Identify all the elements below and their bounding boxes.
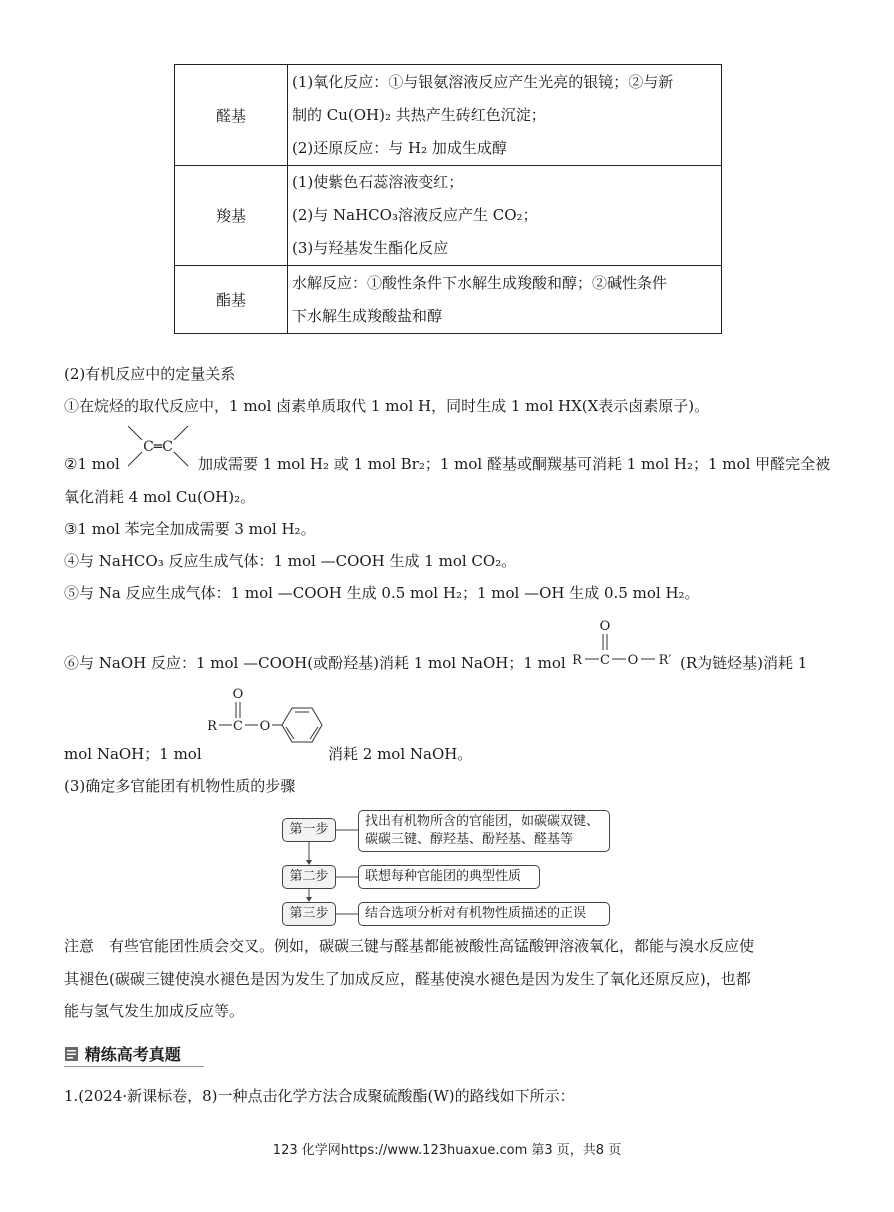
text-line: 消耗 2 mol NaOH。 — [328, 745, 473, 763]
property-line: 水解反应：①酸性条件下水解生成羧酸和醇；②碱性条件 — [292, 273, 668, 292]
flow-connectors — [300, 842, 370, 917]
phenyl-ester-structure — [200, 684, 324, 764]
question-line: 1.(2024·新课标卷，8)一种点击化学方法合成聚硫酸酯(W)的路线如下所示： — [64, 1087, 575, 1105]
r-label: R — [572, 653, 582, 668]
property-line: (3)与羟基发生酯化反应 — [292, 239, 449, 257]
group-name: 酯基 — [175, 266, 288, 334]
note-line: 其褪色(碳碳三键使溴水褪色是因为发生了加成反应，醛基使溴水褪色是因为发生了氧化还原反应)，也都 — [64, 970, 751, 988]
property-line: (1)氧化反应：①与银氨溶液反应产生光亮的银镜；②与新 — [292, 72, 674, 91]
carbon-label: C — [600, 653, 610, 668]
step-text: 碳碳三键、醇羟基、酚羟基、醛基等 — [365, 832, 574, 847]
text-line: ①在烷烃的取代反应中，1 mol 卤素单质取代 1 mol H，同时生成 1 mol HX(X表示卤素原子)。 — [64, 397, 710, 415]
section-title-block — [64, 1042, 181, 1065]
page-footer: 123 化学网https://www.123huaxue.com 第3 页，共8 页 — [272, 1143, 622, 1158]
property-line: (2)与 NaHCO₃溶液反应产生 CO₂； — [292, 206, 538, 224]
text-line: ③1 mol 苯完全加成需要 3 mol H₂。 — [64, 520, 316, 538]
text-line: 氧化消耗 4 mol Cu(OH)₂。 — [64, 488, 256, 506]
document-icon — [64, 1046, 80, 1062]
group-properties — [288, 65, 722, 166]
alkene-structure — [122, 424, 194, 468]
text-line: 加成需要 1 mol H₂ 或 1 mol Br₂；1 mol 醛基或酮羰基可消耗 1 mol H₂；1 mol 甲醛完全被 — [198, 455, 831, 473]
r-prime-label: R′ — [658, 653, 672, 668]
text-line: (R为链烃基)消耗 1 — [680, 654, 808, 672]
alkene-label: C═C — [143, 439, 173, 455]
step-2-label: 第二步 — [282, 865, 336, 889]
section-title: 精练高考真题 — [84, 1045, 181, 1064]
text-line: ④与 NaHCO₃ 反应生成气体：1 mol —COOH 生成 1 mol CO₂。 — [64, 552, 517, 570]
group-properties — [288, 166, 722, 266]
table-row — [175, 166, 722, 266]
oxygen-label: O — [259, 719, 271, 734]
property-line: 制的 Cu(OH)₂ 共热产生砖红色沉淀； — [292, 105, 546, 124]
property-line: 下水解生成羧酸盐和醇 — [292, 306, 443, 325]
text-line: ⑤与 Na 反应生成气体：1 mol —COOH 生成 0.5 mol H₂；1 mol —OH 生成 0.5 mol H₂。 — [64, 584, 700, 602]
section-heading: (3)确定多官能团有机物性质的步骤 — [64, 777, 296, 795]
step-3-label: 第三步 — [282, 902, 336, 926]
r-label: R — [207, 719, 217, 734]
step-text: 找出有机物所含的官能团，如碳碳双键、 — [365, 814, 600, 829]
oxygen-label: O — [599, 619, 611, 634]
note-line: 注意 有些官能团性质会交叉。例如，碳碳三键与醛基都能被酸性高锰酸钾溶液氧化，都能与溴水反应使 — [64, 937, 755, 955]
text-line — [64, 454, 120, 474]
functional-group-table — [174, 64, 722, 334]
section-divider — [64, 1066, 204, 1067]
step-1-label: 第一步 — [282, 818, 336, 842]
step-1-description — [358, 810, 610, 852]
property-line: (2)还原反应：与 H₂ 加成生成醇 — [292, 138, 507, 157]
text-line: mol NaOH；1 mol — [64, 745, 202, 763]
text-span: ②1 mol — [64, 455, 120, 473]
benzene-ring — [282, 708, 322, 742]
oxygen-label: O — [627, 653, 639, 668]
group-name: 醛基 — [175, 65, 288, 166]
group-properties — [288, 266, 722, 334]
step-3-description — [358, 902, 610, 926]
table-row — [175, 65, 722, 166]
oxygen-label: O — [232, 687, 244, 702]
step-2-description — [358, 865, 540, 889]
step-text: 联想每种官能团的典型性质 — [365, 869, 522, 884]
carbon-label: C — [233, 719, 243, 734]
section-heading: (2)有机反应中的定量关系 — [64, 365, 236, 383]
text-line: ⑥与 NaOH 反应：1 mol —COOH(或酚羟基)消耗 1 mol NaOH；1 mol — [64, 654, 566, 672]
step-text: 结合选项分析对有机物性质描述的正误 — [365, 906, 587, 921]
group-name: 羧基 — [175, 166, 288, 266]
property-line: (1)使紫色石蕊溶液变红； — [292, 173, 464, 191]
note-line: 能与氢气发生加成反应等。 — [64, 1002, 245, 1020]
table-row — [175, 266, 722, 334]
ester-structure — [568, 612, 680, 670]
flow-h-connectors — [336, 820, 358, 926]
